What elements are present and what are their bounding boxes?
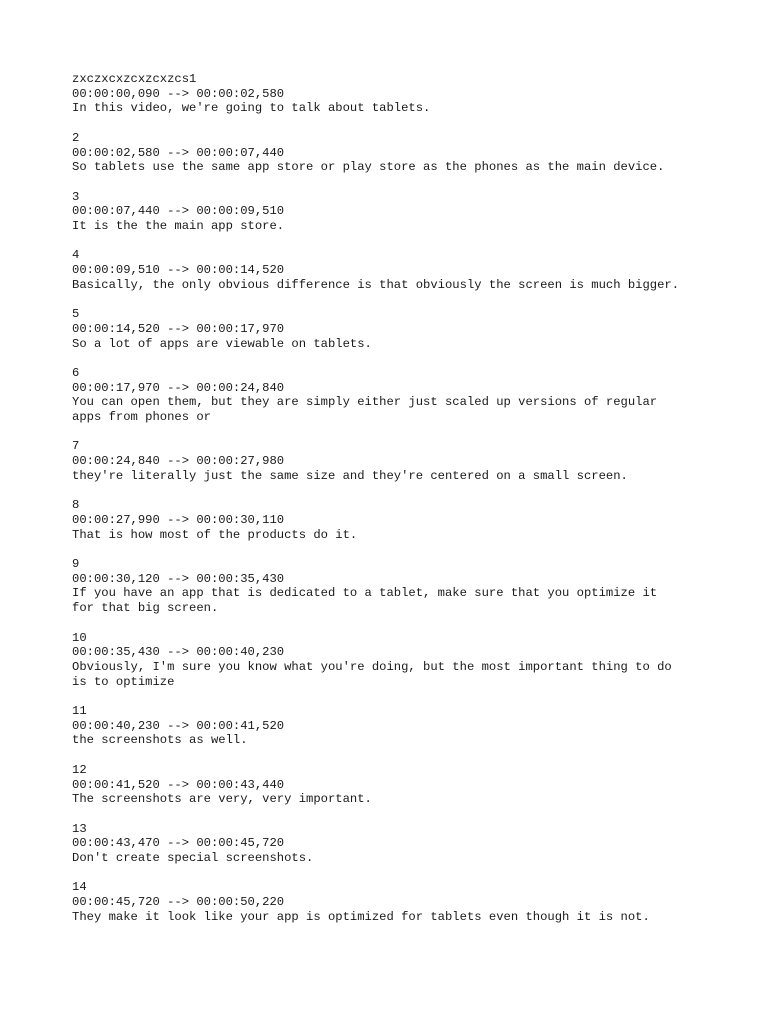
cue-text: If you have an app that is dedicated to a tablet, make sure that you optimize it for that big screen. [72,586,658,616]
cue-timestamp: 00:00:09,510 --> 00:00:14,520 [72,263,285,278]
cue-index: 9 [72,557,80,572]
cue-timestamp: 00:00:40,230 --> 00:00:41,520 [72,718,285,733]
cue-timestamp: 00:00:27,990 --> 00:00:30,110 [72,512,285,527]
cue-index: zxczxcxzcxzcxzcs1 [72,72,197,86]
cue-index: 5 [72,307,80,322]
cue-text: they're literally just the same size and they're centered on a small screen. [72,468,628,483]
cue-text: In this video, we're going to talk about tablets. [72,101,431,116]
cue-timestamp: 00:00:43,470 --> 00:00:45,720 [72,836,285,851]
cue-text: Don't create special screenshots. [72,851,314,866]
subtitle-cue [72,248,732,292]
cue-text: Basically, the only obvious difference is that obviously the screen is much bigger. [72,277,680,292]
subtitle-cue [72,190,732,234]
cue-timestamp: 00:00:02,580 --> 00:00:07,440 [72,145,285,160]
subtitle-cue [72,307,732,351]
cue-index: 3 [72,189,80,204]
cue-index: 4 [72,248,80,263]
cue-index: 2 [72,130,80,145]
subtitle-cue [72,439,732,483]
subtitle-cue [72,822,732,866]
cue-timestamp: 00:00:00,090 --> 00:00:02,580 [72,86,285,101]
cue-text: Obviously, I'm sure you know what you're doing, but the most important thing to do is to optimize [72,659,672,689]
subtitle-cue [72,704,732,748]
cue-index: 8 [72,498,80,513]
cue-timestamp: 00:00:41,520 --> 00:00:43,440 [72,777,285,792]
cue-timestamp: 00:00:35,430 --> 00:00:40,230 [72,645,285,660]
subtitle-cue [72,631,732,690]
subtitle-cue [72,366,732,425]
cue-text: So tablets use the same app store or play store as the phones as the main device. [72,160,665,175]
subtitle-document [72,72,732,939]
cue-text: the screenshots as well. [72,733,248,748]
cue-text: They make it look like your app is optimized for tablets even though it is not. [72,909,650,924]
subtitle-cue [72,498,732,542]
cue-timestamp: 00:00:14,520 --> 00:00:17,970 [72,321,285,336]
cue-index: 7 [72,439,80,454]
cue-index: 13 [72,821,87,836]
cue-timestamp: 00:00:24,840 --> 00:00:27,980 [72,454,285,469]
cue-index: 14 [72,880,87,895]
cue-timestamp: 00:00:30,120 --> 00:00:35,430 [72,571,285,586]
cue-index: 11 [72,704,87,719]
cue-text: That is how most of the products do it. [72,527,358,542]
subtitle-cue [72,557,732,616]
subtitle-cue [72,72,732,116]
subtitle-cue [72,131,732,175]
cue-timestamp: 00:00:45,720 --> 00:00:50,220 [72,895,285,910]
cue-index: 12 [72,762,87,777]
cue-index: 10 [72,630,87,645]
cue-text: You can open them, but they are simply either just scaled up versions of regular apps from phones or [72,395,658,425]
subtitle-cue [72,763,732,807]
cue-index: 6 [72,365,80,380]
cue-text: The screenshots are very, very important. [72,792,372,807]
cue-timestamp: 00:00:07,440 --> 00:00:09,510 [72,204,285,219]
cue-timestamp: 00:00:17,970 --> 00:00:24,840 [72,380,285,395]
subtitle-cue [72,880,732,924]
cue-text: So a lot of apps are viewable on tablets. [72,336,372,351]
cue-text: It is the the main app store. [72,219,285,233]
